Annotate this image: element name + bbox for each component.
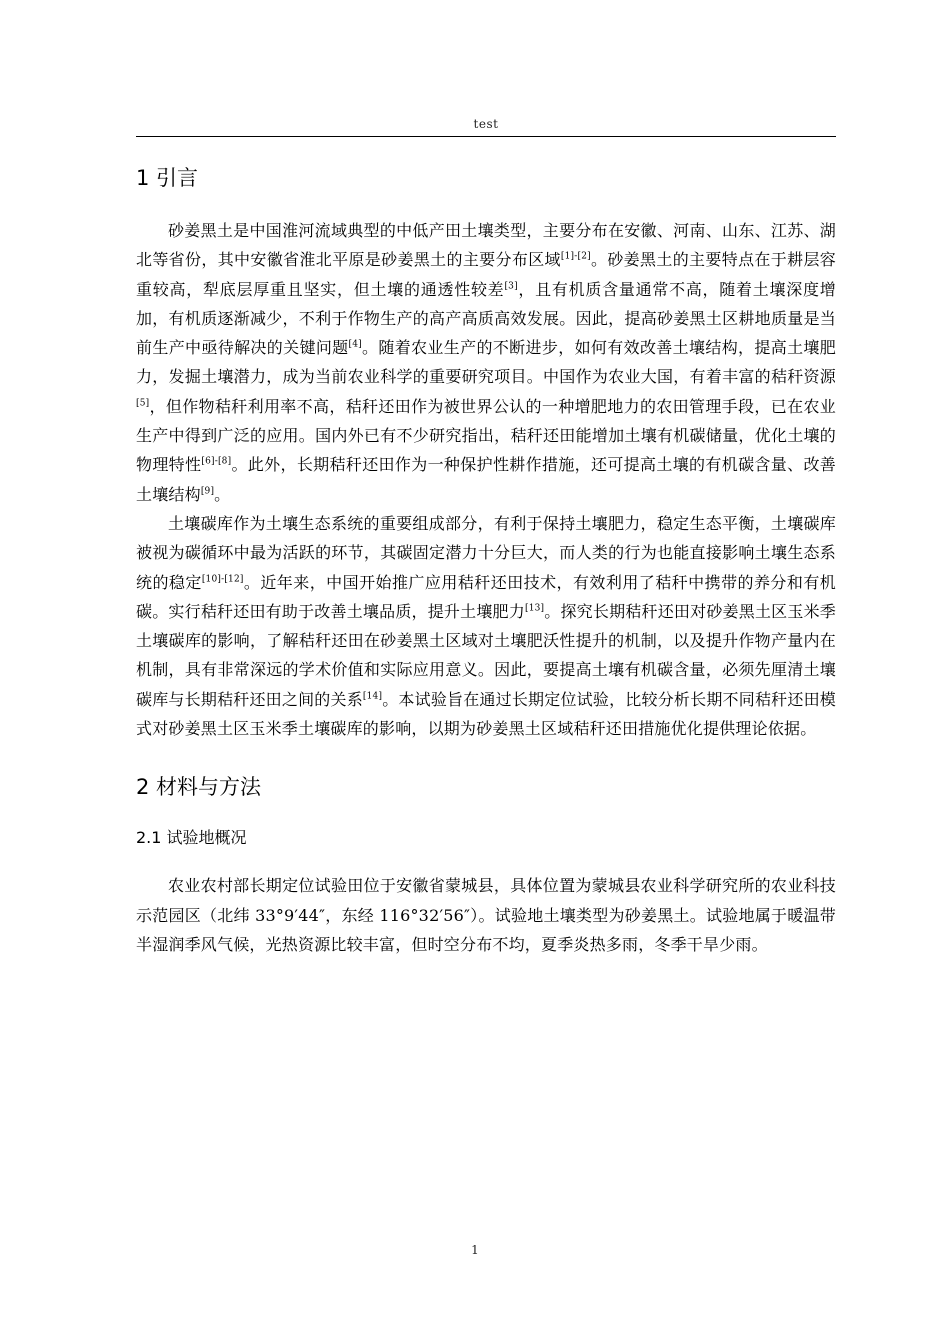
page-number: 1 <box>471 1243 479 1257</box>
citation-ref: [5] <box>136 398 150 409</box>
paragraph-text: 。 <box>214 484 231 504</box>
citation-ref: [10]-[12] <box>201 574 244 585</box>
paragraph-text: 土壤碳库作为土壤生态系统的重要组成部分，有利于保持土壤肥力，稳定生态平衡，土壤碳库被视为碳循环中最为活跃的环节，其碳固定潜力十分巨大，而人类的行为也能直接影响土壤生态系统的稳定 <box>136 513 836 592</box>
citation-ref: [3] <box>504 281 518 292</box>
section-heading-materials-methods: 2 材料与方法 <box>136 775 262 800</box>
paragraph-text: 。此外，长期秸秆还田作为一种保护性耕作措施，还可提高土壤的有机碳含量、改善土壤结构 <box>136 455 836 504</box>
paragraph-text: 。本试验旨在通过长期定位试验，比较分析长期不同秸秆还田模式对砂姜黑土区玉米季土壤碳库的影响，以期为砂姜黑土区域秸秆还田措施优化提供理论依据。 <box>136 689 836 739</box>
paragraph-text: 。探究长期秸秆还田对砂姜黑土区玉米季土壤碳库的影响，了解秸秆还田在砂姜黑土区域对土壤肥沃性提升的机制，以及提升作物产量内在机制，具有非常深远的学术价值和实际应用意义。因此，要提高土壤有机碳含量，必须先厘清土壤碳库与长期秸秆还田之间的关系 <box>136 601 836 709</box>
intro-paragraph-2 <box>136 509 836 743</box>
section-heading-introduction: 1 引言 <box>136 166 199 190</box>
paragraph-text: 。近年来，中国开始推广应用秸秆还田技术，有效利用了秸秆中携带的养分和有机碳。实行秸秆还田有助于改善土壤品质，提升土壤肥力 <box>136 572 836 621</box>
paragraph-text: 砂姜黑土是中国淮河流域典型的中低产田土壤类型，主要分布在安徽、河南、山东、江苏、湖北等省份，其中安徽省淮北平原是砂姜黑土的主要分布区域 <box>136 221 836 270</box>
citation-ref: [14] <box>362 691 383 702</box>
paragraph-text: 。砂姜黑土的主要特点在于耕层容重较高，犁底层厚重且坚实，但土壤的通透性较差 <box>136 250 836 299</box>
intro-paragraph-1 <box>136 216 836 509</box>
citation-ref: [1]-[2] <box>560 251 591 262</box>
paragraph-text: 。随着农业生产的不断进步，如何有效改善土壤结构，提高土壤肥力，发掘土壤潜力，成为当前农业科学的重要研究项目。中国作为农业大国，有着丰富的秸秆资源 <box>136 338 836 387</box>
paragraph-text: ，且有机质含量通常不高，随着土壤深度增加，有机质逐渐减少，不利于作物生产的高产高质高效发展。因此，提高砂姜黑土区耕地质量是当前生产中亟待解决的关键问题 <box>136 279 836 358</box>
citation-ref: [6]-[8] <box>201 457 232 468</box>
site-paragraph <box>136 871 836 959</box>
paragraph-text: 农业农村部长期定位试验田位于安徽省蒙城县，具体位置为蒙城县农业科学研究所的农业科技示范园区（北纬 33°9′44″，东经 116°32′56″）。试验地土壤类型为砂姜黑土。试验地属于暖温带半湿润季风气候，光热资源比较丰富，但时空分布不均，夏季炎热多雨，冬季干旱少雨。 <box>136 876 836 954</box>
running-header: test <box>473 117 499 131</box>
citation-ref: [4] <box>348 339 362 350</box>
citation-ref: [13] <box>524 603 545 614</box>
paragraph-text: ，但作物秸秆利用率不高，秸秆还田作为被世界公认的一种增肥地力的农田管理手段，已在农业生产中得到广泛的应用。国内外已有不少研究指出，秸秆还田能增加土壤有机碳储量，优化土壤的物理特性 <box>136 396 836 475</box>
subsection-heading-site-overview: 2.1 试验地概况 <box>136 828 247 848</box>
header-rule <box>136 136 836 137</box>
page-content <box>136 162 836 959</box>
citation-ref: [9] <box>200 486 215 497</box>
